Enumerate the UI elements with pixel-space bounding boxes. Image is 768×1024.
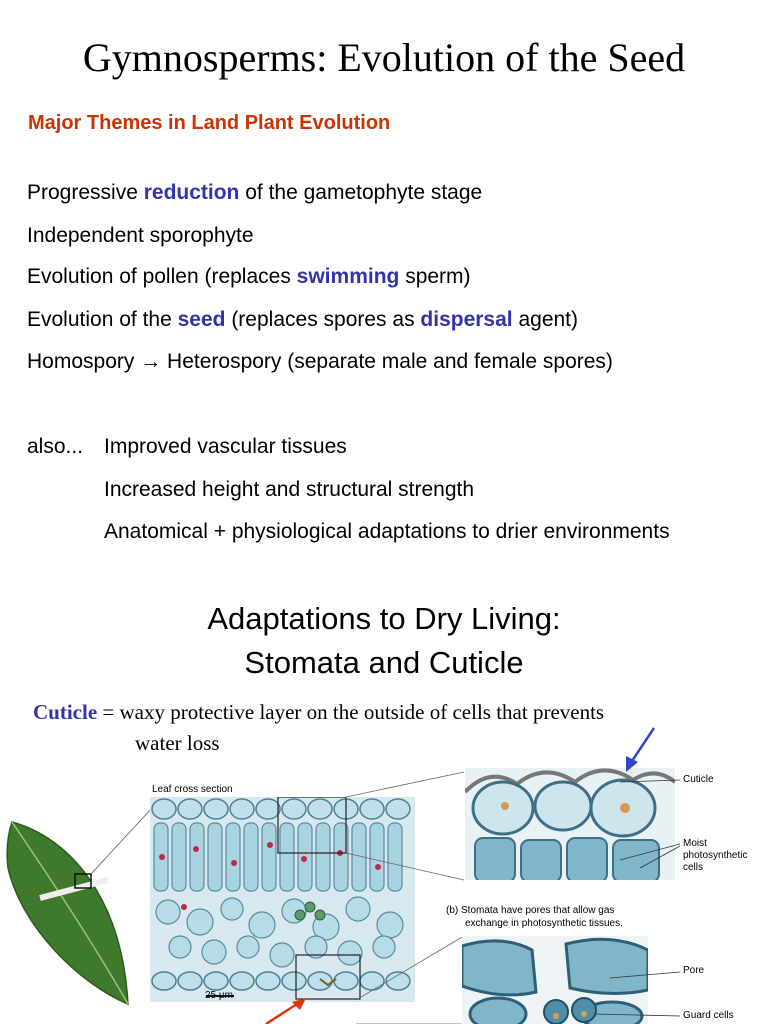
blue-arrow-icon (620, 726, 660, 774)
slide-2-title-line-1: Adaptations to Dry Living: (207, 601, 561, 636)
also-item-2: Increased height and structural strength (104, 478, 475, 501)
theme-3-pre: Evolution of pollen (replaces (27, 265, 297, 288)
also-item-3: Anatomical + physiological adaptations to drier environments (104, 520, 670, 543)
stomata-callouts (590, 960, 685, 1024)
slide-1-subtitle: Major Themes in Land Plant Evolution (28, 112, 391, 134)
theme-4 (27, 308, 578, 332)
moist-label-line-1: Moist (683, 838, 707, 849)
theme-4-highlight-seed: seed (177, 308, 226, 331)
slide-2-title (0, 597, 768, 685)
theme-1-highlight: reduction (143, 181, 240, 204)
leaf-icon (0, 808, 150, 1024)
also-item-1: Improved vascular tissues (104, 435, 347, 458)
also-label: also... (27, 435, 84, 458)
cuticle-definition-line-2: water loss (135, 731, 220, 755)
pore-label: Pore (683, 965, 705, 976)
theme-5-pre: Homospory (27, 350, 141, 373)
cuticle-definition-text: = waxy protective layer on the outside of cells that prevents (97, 700, 605, 724)
theme-4-highlight-dispersal: dispersal (420, 308, 513, 331)
stomata-caption-line-1: (b) Stomata have pores that allow gas (446, 905, 615, 916)
theme-4-mid: (replaces spores as (225, 308, 421, 331)
moist-label-line-3: cells (683, 862, 704, 873)
red-arrow-icon (262, 996, 312, 1024)
leaf-cross-section-label: Leaf cross section (152, 784, 233, 795)
theme-3 (27, 265, 471, 289)
theme-4-post: agent) (512, 308, 579, 331)
theme-5-post: Heterospory (separate male and female spores) (161, 350, 613, 373)
stomata-caption (446, 904, 623, 930)
theme-3-post: sperm) (399, 265, 471, 288)
cuticle-term: Cuticle (33, 700, 98, 724)
guard-cells-label: Guard cells (683, 1010, 734, 1021)
zoom-connectors (340, 768, 470, 1024)
cuticle-callouts (610, 770, 685, 880)
slide-2-title-line-2: Stomata and Cuticle (244, 645, 524, 680)
theme-4-pre: Evolution of the (27, 308, 178, 331)
theme-2: Independent sporophyte (27, 224, 254, 247)
theme-1-post: of the gametophyte stage (239, 181, 483, 204)
stomata-caption-line-2: exchange in photosynthetic tissues. (465, 918, 623, 929)
theme-1 (27, 181, 482, 205)
theme-1-pre: Progressive (27, 181, 144, 204)
right-arrow-icon: → (140, 350, 162, 373)
cuticle-definition (33, 700, 604, 725)
scale-bar-label: 25 µm (205, 990, 233, 1001)
slide-1-title: Gymnosperms: Evolution of the Seed (82, 35, 686, 80)
moist-cells-label (683, 838, 748, 874)
moist-label-line-2: photosynthetic (683, 850, 748, 861)
cuticle-callout-label: Cuticle (683, 774, 714, 785)
theme-5 (27, 350, 613, 374)
theme-3-highlight: swimming (296, 265, 400, 288)
